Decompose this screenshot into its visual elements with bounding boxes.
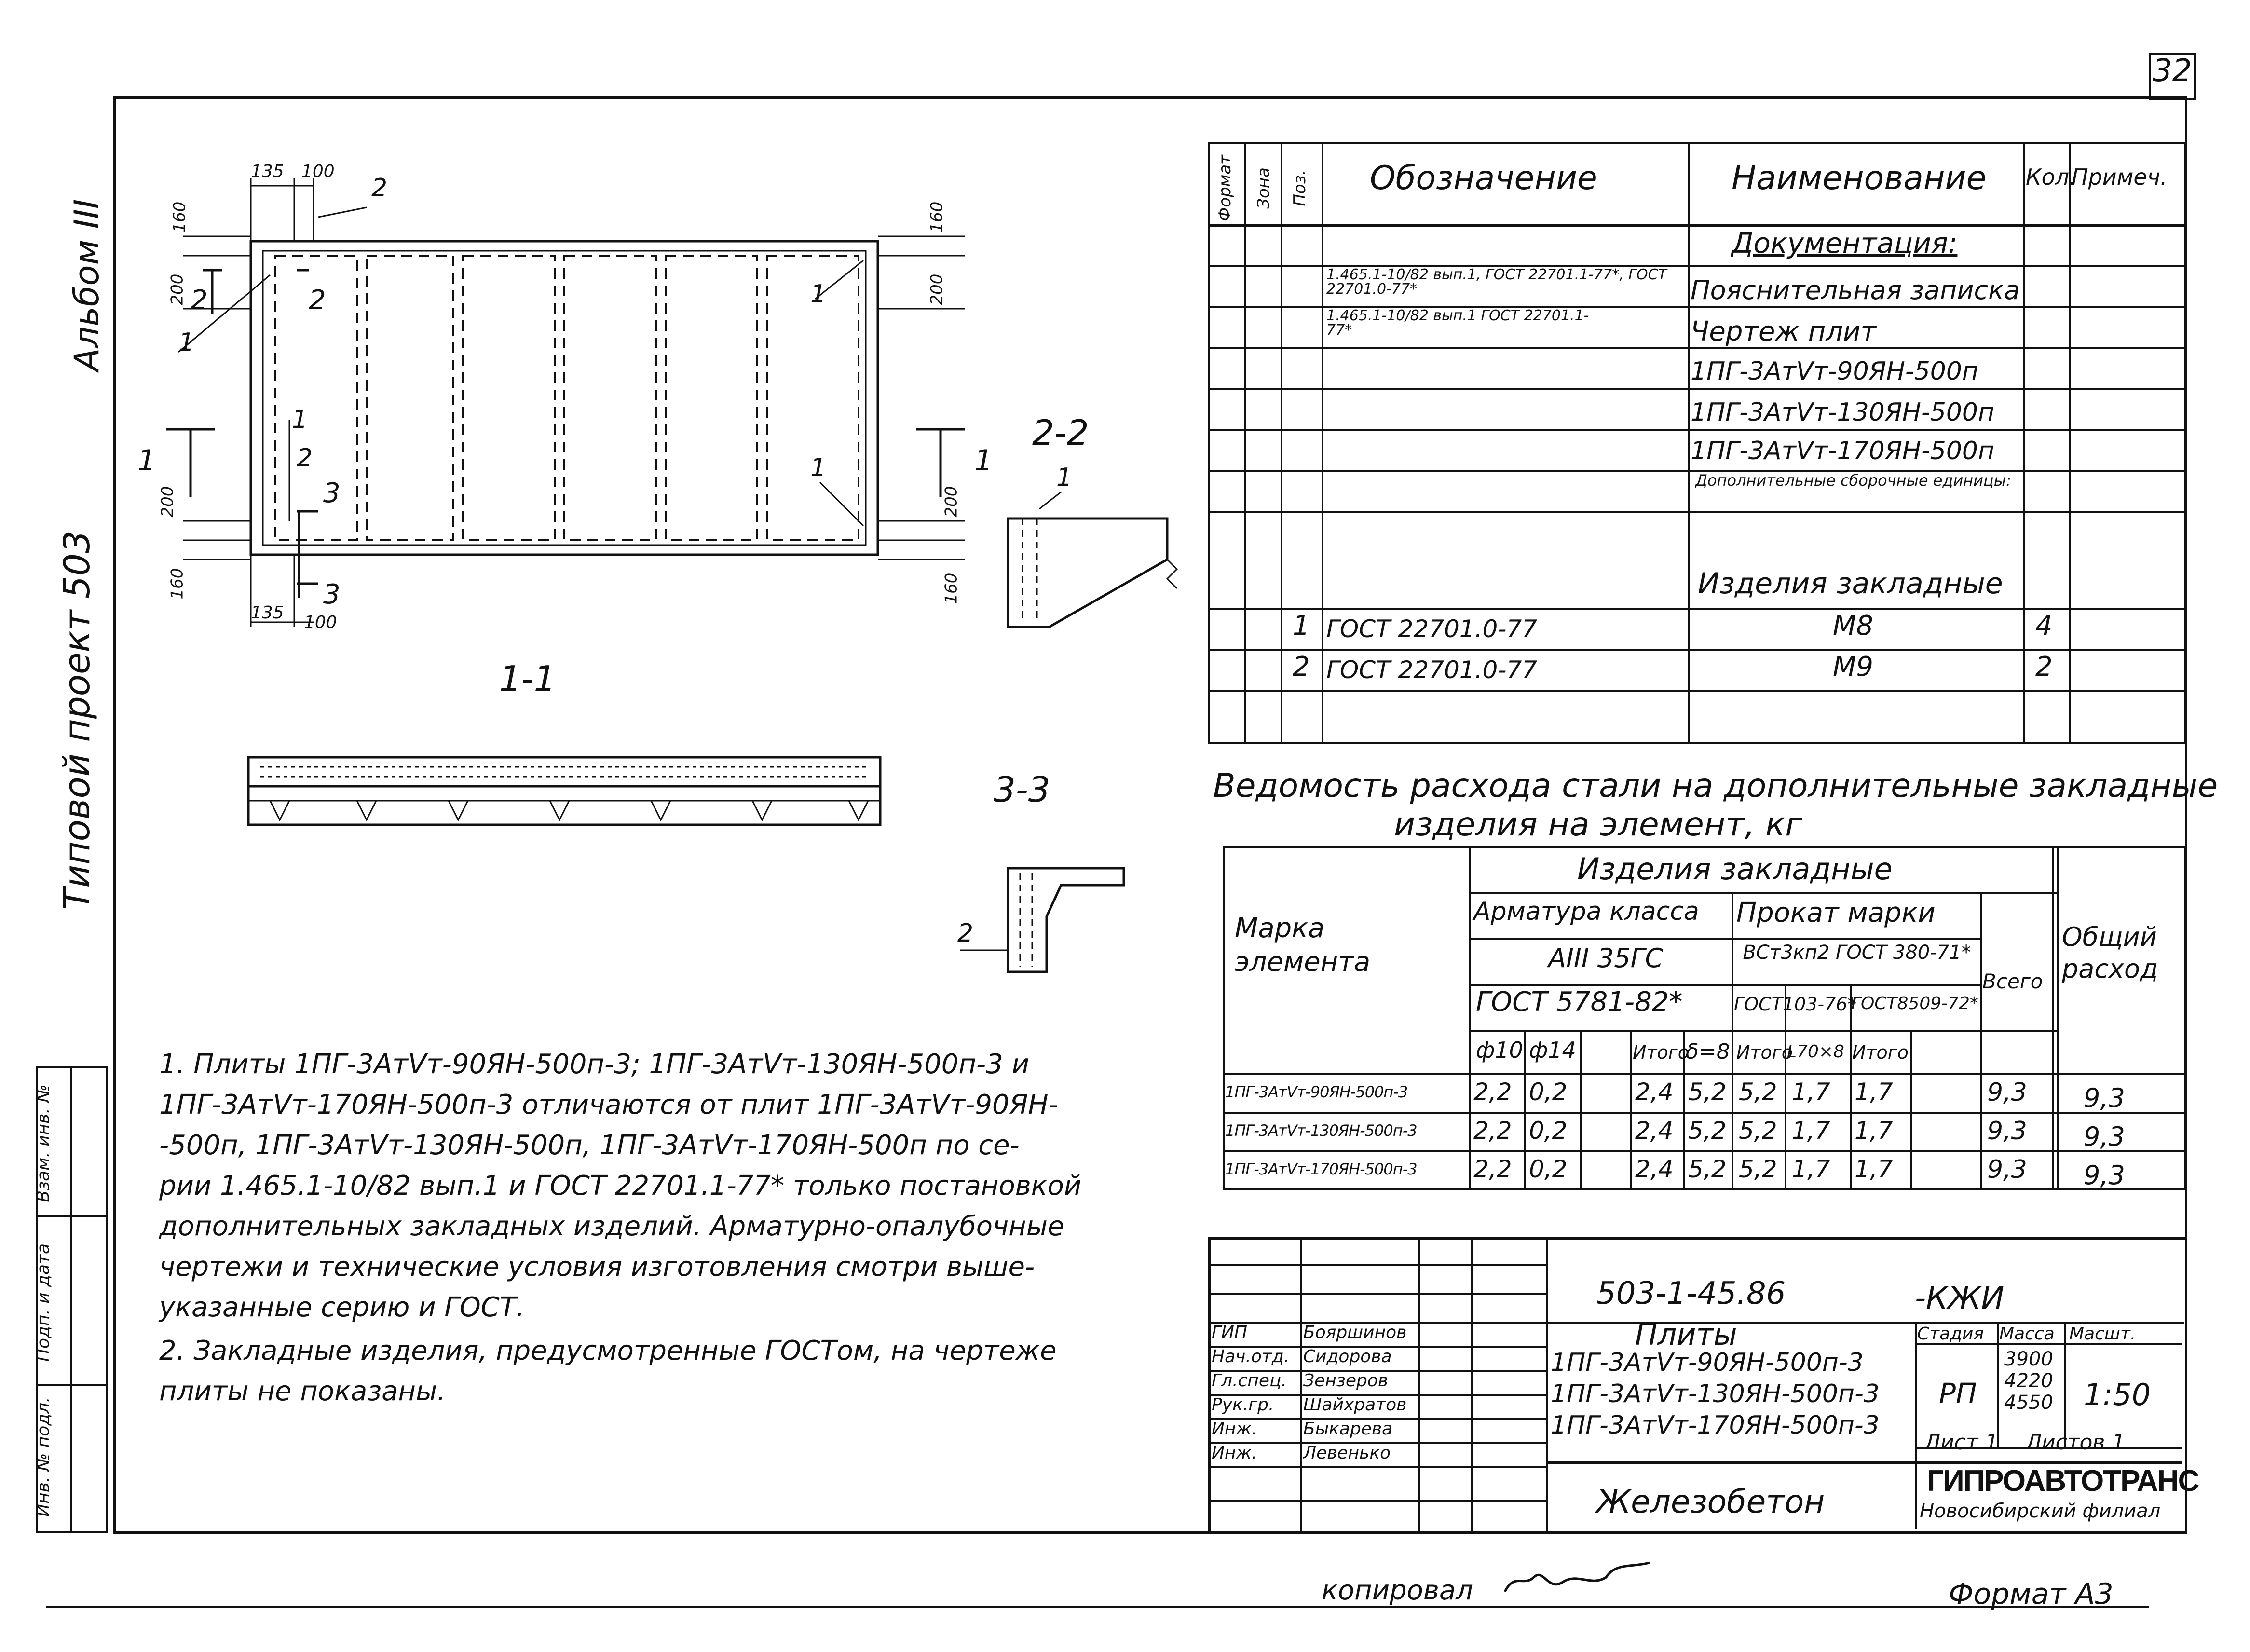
steel-row-value: 5,2 bbox=[1688, 1117, 1727, 1145]
spec-col bbox=[2069, 142, 2071, 742]
spec-row-pos: 2 bbox=[1293, 651, 1310, 683]
spec-header-zone: Зона bbox=[1254, 167, 1273, 209]
steel-row-value: 0,2 bbox=[1529, 1155, 1568, 1183]
footer-format: Формат А3 bbox=[1949, 1577, 2114, 1611]
spec-row-line bbox=[1208, 649, 2184, 651]
spec-header-line bbox=[1208, 224, 2184, 227]
section-label-1-1: 1-1 bbox=[499, 658, 556, 699]
project-label: Типовой проект 503 bbox=[56, 530, 98, 910]
dim-right-160: 160 bbox=[927, 201, 947, 233]
tb-scale: 1:50 bbox=[2084, 1377, 2151, 1412]
steel-row-value: 1,7 bbox=[1792, 1155, 1830, 1183]
note-line: -500п, 1ПГ-3АтVт-130ЯН-500п, 1ПГ-3АтVт-170ЯН-500п по се- bbox=[159, 1130, 1020, 1161]
steel-col bbox=[1630, 1030, 1632, 1188]
note-line: указанные серию и ГОСТ. bbox=[159, 1292, 525, 1323]
cut-mark-2-left: 2 bbox=[191, 285, 208, 316]
note-line: плиты не показаны. bbox=[159, 1376, 446, 1407]
tb-col bbox=[1915, 1322, 1917, 1529]
spec-header-name: Наименование bbox=[1732, 159, 1987, 197]
tb-role: ГИП bbox=[1212, 1323, 1248, 1342]
steel-subcol: L70×8 bbox=[1787, 1042, 1844, 1062]
steel-title-line2: изделия на элемент, кг bbox=[1394, 806, 1802, 844]
spec-row-line bbox=[1208, 608, 2184, 610]
spec-header-format: Формат bbox=[1215, 155, 1235, 221]
steel-row-value: 5,2 bbox=[1739, 1117, 1777, 1145]
tb-role: Рук.гр. bbox=[1212, 1395, 1274, 1415]
steel-header-group: Изделия закладные bbox=[1577, 851, 1893, 887]
note-line: 2. Закладные изделия, предусмотренные ГОСТом, на чертеже bbox=[159, 1335, 1057, 1366]
steel-row-value: 1,7 bbox=[1792, 1078, 1830, 1106]
steel-col bbox=[2057, 846, 2059, 1188]
cut-mark-1-right: 1 bbox=[974, 444, 993, 478]
spec-col bbox=[1244, 142, 1246, 742]
cut-mark-2-right: 2 bbox=[309, 285, 326, 316]
steel-col bbox=[2052, 846, 2054, 1188]
stamp-inv-label: Инв. № подл. bbox=[33, 1397, 54, 1517]
tb-title-line: 1ПГ-3АтVт-130ЯН-500п-3 bbox=[1551, 1379, 1880, 1408]
steel-header-mark: Марка элемента bbox=[1235, 913, 1371, 978]
tb-name: Быкарева bbox=[1303, 1419, 1393, 1439]
steel-header-rebar-class: AIII 35ГС bbox=[1548, 943, 1664, 973]
notes-block bbox=[159, 1044, 1172, 1412]
steel-row-value: 0,2 bbox=[1529, 1078, 1568, 1106]
steel-row-total: 9,3 bbox=[1987, 1117, 2027, 1146]
steel-row-value: 1,7 bbox=[1855, 1078, 1893, 1106]
steel-subcol: ф14 bbox=[1529, 1037, 1576, 1063]
note-line: дополнительных закладных изделий. Арматурно-опалубочные bbox=[159, 1211, 1064, 1242]
tb-name: Сидорова bbox=[1303, 1347, 1392, 1366]
sheet-number: 32 bbox=[2153, 53, 2192, 89]
cut-mark-3-bottom: 3 bbox=[323, 579, 341, 610]
steel-row-total: 9,3 bbox=[1987, 1078, 2027, 1107]
note-line: 1ПГ-3АтVт-170ЯН-500п-3 отличаются от плит 1ПГ-3АтVт-90ЯН- bbox=[159, 1089, 1058, 1120]
steel-row-value: 2,2 bbox=[1473, 1117, 1512, 1145]
callout-2-b: 2 bbox=[297, 444, 313, 473]
tb-mass-1: 3900 bbox=[2004, 1348, 2053, 1370]
tb-scale-header: Масшт. bbox=[2069, 1324, 2136, 1344]
steel-header-rolled: Прокат марки bbox=[1736, 897, 1936, 928]
tb-name: Шайхратов bbox=[1303, 1395, 1407, 1415]
section-3-3-graphic bbox=[960, 868, 1124, 972]
spec-row-name: 1ПГ-3АтVт-90ЯН-500п bbox=[1691, 357, 1978, 386]
stamp-sign-label: Подп. и дата bbox=[33, 1243, 54, 1362]
steel-row-mark: 1ПГ-3АтVт-170ЯН-500п-3 bbox=[1225, 1160, 1417, 1178]
note-line: чертежи и технические условия изготовления смотри выше- bbox=[159, 1251, 1035, 1283]
dim-left-200b: 200 bbox=[158, 486, 177, 518]
steel-header-rebar-gost: ГОСТ 5781-82* bbox=[1476, 986, 1683, 1018]
tb-col bbox=[1546, 1237, 1548, 1531]
steel-header-rolled-grade: ВСт3кп2 ГОСТ 380-71* bbox=[1743, 942, 1971, 964]
spec-row-qty: 2 bbox=[2035, 651, 2053, 683]
callout-1-b: 1 bbox=[810, 280, 827, 309]
tb-sheets: Листов 1 bbox=[2026, 1430, 2126, 1455]
dim-right-200: 200 bbox=[927, 273, 947, 305]
spec-row-designation: 1.465.1-10/82 вып.1, ГОСТ 22701.1-77*, ГОСТ 22701.0-77* bbox=[1326, 266, 1667, 298]
steel-row-line bbox=[1223, 1073, 2184, 1075]
steel-col bbox=[1524, 1030, 1526, 1188]
callout-1-d: 1 bbox=[292, 405, 308, 434]
tb-col bbox=[1418, 1237, 1420, 1531]
tb-name: Зензеров bbox=[1303, 1371, 1389, 1391]
steel-row-value: 5,2 bbox=[1739, 1078, 1777, 1106]
spec-row-pos: 1 bbox=[1293, 610, 1310, 642]
tb-stage: РП bbox=[1939, 1377, 1977, 1410]
tb-row bbox=[1208, 1293, 1546, 1295]
spec-row-designation: ГОСТ 22701.0-77 bbox=[1326, 615, 1537, 643]
steel-col bbox=[1910, 1030, 1912, 1188]
steel-row-line bbox=[1469, 892, 2057, 894]
tb-row bbox=[1208, 1466, 1546, 1468]
spec-row-name: Документация: bbox=[1732, 227, 1958, 259]
tb-branch: Новосибирский филиал bbox=[1920, 1500, 2161, 1522]
steel-col bbox=[1980, 892, 1982, 1188]
steel-row-value: 1,7 bbox=[1855, 1117, 1893, 1145]
note-line: 1. Плиты 1ПГ-3АтVт-90ЯН-500п-3; 1ПГ-3АтVт-130ЯН-500п-3 и bbox=[159, 1049, 1029, 1080]
footer-copied: копировал bbox=[1322, 1575, 1473, 1606]
tb-material: Железобетон bbox=[1596, 1483, 1825, 1520]
dim-left-200: 200 bbox=[167, 273, 187, 305]
spec-row-name: Изделия закладные bbox=[1698, 567, 2003, 601]
spec-row-name: Чертеж плит bbox=[1691, 316, 1877, 347]
cut-mark-3-top: 3 bbox=[323, 478, 341, 509]
steel-row-value: 2,4 bbox=[1635, 1078, 1674, 1106]
callout-2-a: 2 bbox=[371, 174, 388, 203]
steel-row-line bbox=[1223, 1112, 2184, 1114]
spec-row-name: 1ПГ-3АтVт-130ЯН-500п bbox=[1691, 398, 1994, 427]
steel-row-value: 1,7 bbox=[1792, 1117, 1830, 1145]
spec-row-line bbox=[1208, 388, 2184, 390]
tb-mass-3: 4550 bbox=[2004, 1392, 2053, 1414]
spec-header-pos: Поз. bbox=[1290, 170, 1309, 206]
steel-subcol: Итого bbox=[1633, 1042, 1690, 1063]
steel-header-rolled-gost1: ГОСТ103-76* bbox=[1734, 994, 1857, 1015]
spec-row-name: М9 bbox=[1833, 651, 1873, 683]
steel-row-total: 9,3 bbox=[1987, 1155, 2027, 1184]
callout-section3-2: 2 bbox=[957, 919, 974, 948]
tb-mass-header: Масса bbox=[1999, 1324, 2055, 1344]
spec-header-designation: Обозначение bbox=[1370, 159, 1597, 197]
spec-header-qty: Кол. bbox=[2026, 164, 2076, 190]
callout-section2-1: 1 bbox=[1056, 463, 1073, 492]
steel-row-overall: 9,3 bbox=[2084, 1121, 2125, 1152]
steel-row-value: 5,2 bbox=[1688, 1155, 1727, 1183]
tb-role: Инж. bbox=[1212, 1419, 1257, 1439]
steel-subcol: δ=8 bbox=[1686, 1039, 1730, 1064]
spec-col bbox=[1322, 142, 1323, 742]
spec-row-name: М8 bbox=[1833, 610, 1873, 642]
tb-row bbox=[1208, 1264, 1546, 1266]
spec-row-designation: ГОСТ 22701.0-77 bbox=[1326, 656, 1537, 684]
steel-row-overall: 9,3 bbox=[2084, 1083, 2125, 1113]
steel-header-overall: Общий расход bbox=[2062, 922, 2158, 984]
steel-col bbox=[1469, 846, 1471, 1188]
steel-row-value: 2,2 bbox=[1473, 1078, 1512, 1106]
tb-sheet: Лист 1 bbox=[1924, 1430, 1999, 1455]
spec-row-designation: 1.465.1-10/82 вып.1 ГОСТ 22701.1-77* bbox=[1326, 307, 1589, 339]
dim-bottom-135: 135 bbox=[251, 603, 284, 623]
tb-role: Инж. bbox=[1212, 1443, 1257, 1463]
steel-row-value: 2,4 bbox=[1635, 1155, 1674, 1183]
tb-code: 503-1-45.86 bbox=[1596, 1276, 1786, 1311]
tb-stage-header: Стадия bbox=[1917, 1324, 1984, 1344]
steel-col bbox=[1732, 892, 1733, 1188]
steel-row-overall: 9,3 bbox=[2084, 1160, 2125, 1190]
tb-role: Гл.спец. bbox=[1212, 1371, 1287, 1391]
tb-col bbox=[2064, 1322, 2066, 1447]
spec-row-line bbox=[1208, 690, 2184, 692]
spec-row-name: Дополнительные сборочные единицы: bbox=[1695, 471, 2011, 490]
steel-subcol: Итого bbox=[1736, 1042, 1793, 1063]
dim-left-160: 160 bbox=[170, 201, 190, 233]
tb-role: Нач.отд. bbox=[1212, 1347, 1290, 1366]
section-2-2-graphic bbox=[1008, 492, 1177, 627]
steel-row-line bbox=[1469, 984, 1980, 986]
footer-line bbox=[46, 1606, 2149, 1608]
steel-header-rolled-gost2: ГОСТ8509-72* bbox=[1851, 994, 1978, 1013]
tb-title-line: 1ПГ-3АтVт-90ЯН-500п-3 bbox=[1551, 1348, 1864, 1377]
steel-title-line1: Ведомость расхода стали на дополнительные закладные bbox=[1213, 767, 2218, 805]
steel-row-line bbox=[1469, 938, 1980, 940]
steel-row-mark: 1ПГ-3АтVт-90ЯН-500п-3 bbox=[1225, 1083, 1408, 1101]
tb-title: Плиты bbox=[1635, 1317, 1737, 1352]
dim-top-100: 100 bbox=[301, 162, 335, 181]
dim-left-160b: 160 bbox=[167, 568, 187, 600]
steel-subcol: Итого bbox=[1852, 1042, 1909, 1063]
steel-header-total: Всего bbox=[1982, 969, 2043, 993]
steel-header-rebar: Арматура класса bbox=[1473, 897, 1699, 926]
spec-col bbox=[1281, 142, 1282, 742]
steel-row-value: 2,2 bbox=[1473, 1155, 1512, 1183]
tb-col bbox=[1300, 1237, 1302, 1531]
section-label-2-2: 2-2 bbox=[1032, 412, 1089, 453]
steel-row-mark: 1ПГ-3АтVт-130ЯН-500п-3 bbox=[1225, 1121, 1417, 1140]
spec-row-name: Пояснительная записка bbox=[1691, 275, 2020, 305]
tb-mass-2: 4220 bbox=[2004, 1370, 2053, 1392]
callout-1-c: 1 bbox=[810, 453, 827, 482]
steel-subcol: ф10 bbox=[1476, 1037, 1523, 1063]
callout-1-a: 1 bbox=[178, 328, 195, 357]
steel-row-line bbox=[1223, 1150, 2184, 1152]
tb-col bbox=[1471, 1237, 1473, 1531]
tb-name: Бояршинов bbox=[1303, 1323, 1407, 1342]
dim-bottom-100: 100 bbox=[304, 613, 337, 632]
album-label: Альбом III bbox=[67, 199, 107, 371]
tb-suffix: -КЖИ bbox=[1915, 1281, 2005, 1316]
cut-mark-1-left: 1 bbox=[137, 444, 156, 478]
tb-col bbox=[1997, 1322, 1999, 1447]
spec-col bbox=[1688, 142, 1690, 742]
dim-right-160b: 160 bbox=[941, 573, 961, 604]
steel-row-value: 1,7 bbox=[1855, 1155, 1893, 1183]
tb-name: Левенько bbox=[1303, 1443, 1391, 1463]
spec-row-name: 1ПГ-3АтVт-170ЯН-500п bbox=[1691, 437, 1994, 465]
spec-row-line bbox=[1208, 511, 2184, 513]
steel-row-value: 2,4 bbox=[1635, 1117, 1674, 1145]
tb-row bbox=[1208, 1500, 1546, 1502]
spec-row-qty: 4 bbox=[2035, 610, 2053, 642]
note-line: рии 1.465.1-10/82 вып.1 и ГОСТ 22701.1-77* только постановкой bbox=[159, 1170, 1082, 1201]
steel-row-line bbox=[1469, 1030, 2057, 1032]
spec-header-note: Примеч. bbox=[2072, 164, 2168, 190]
spec-row-line bbox=[1208, 429, 2184, 431]
dim-right-200b: 200 bbox=[941, 486, 961, 518]
stamp-replace-label: Взам. инв. № bbox=[33, 1084, 54, 1202]
spec-col bbox=[2023, 142, 2025, 742]
section-1-1-graphic bbox=[248, 757, 880, 825]
steel-row-value: 0,2 bbox=[1529, 1117, 1568, 1145]
steel-row-value: 5,2 bbox=[1688, 1078, 1727, 1106]
steel-row-value: 5,2 bbox=[1739, 1155, 1777, 1183]
spec-row-line bbox=[1208, 347, 2184, 349]
tb-org: ГИПРОАВТОТРАНС bbox=[1927, 1464, 2199, 1498]
plate-plan bbox=[166, 178, 965, 627]
steel-col bbox=[1580, 1030, 1582, 1188]
dim-top-135: 135 bbox=[251, 162, 284, 181]
section-label-3-3: 3-3 bbox=[994, 769, 1050, 810]
tb-title-line: 1ПГ-3АтVт-170ЯН-500п-3 bbox=[1551, 1411, 1880, 1440]
